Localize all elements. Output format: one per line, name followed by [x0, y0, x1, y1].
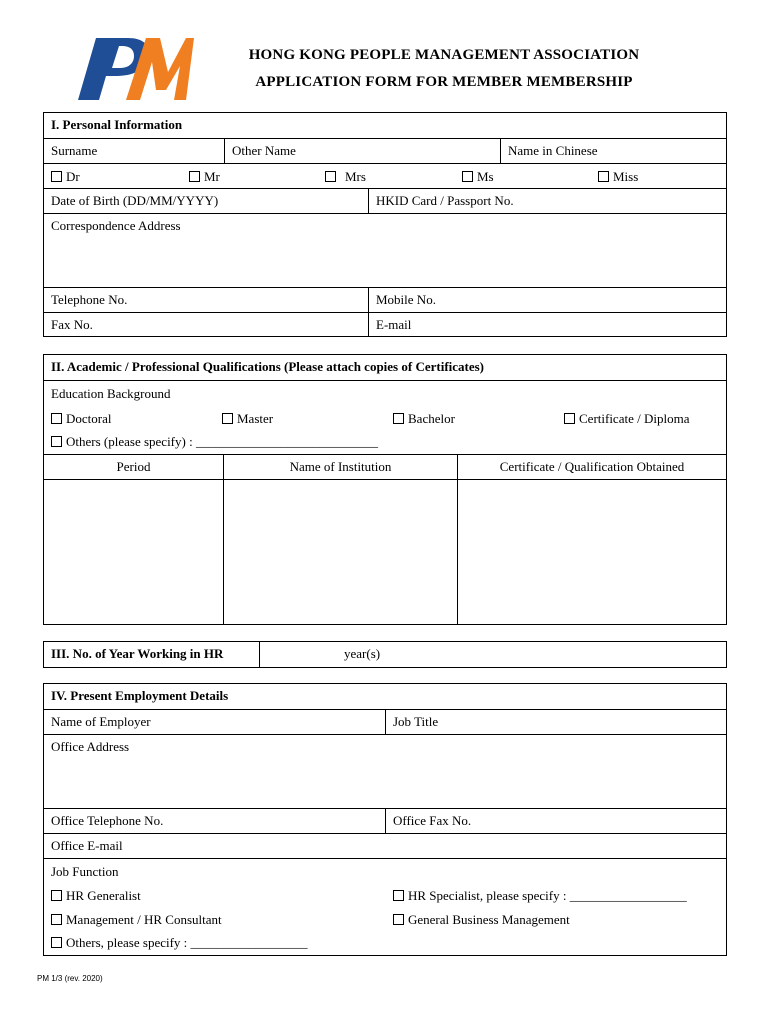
- checkbox-icon: [189, 171, 200, 182]
- other-name-field[interactable]: Other Name: [224, 139, 500, 163]
- checkbox-others[interactable]: Others (please specify) : ____________________________: [51, 433, 378, 450]
- checkbox-doctoral[interactable]: Doctoral: [51, 410, 111, 427]
- checkbox-icon: [51, 914, 62, 925]
- qualification-input[interactable]: [457, 480, 726, 624]
- column-period: Period: [116, 459, 151, 474]
- section-heading: II. Academic / Professional Qualifications (Please attach copies of Certificates): [51, 359, 485, 374]
- section-heading: III. No. of Year Working in HR: [51, 646, 224, 661]
- checkbox-icon: [51, 937, 62, 948]
- section-hr-years: [43, 641, 727, 668]
- dob-field[interactable]: Date of Birth (DD/MM/YYYY): [51, 193, 219, 208]
- title-association: HONG KONG PEOPLE MANAGEMENT ASSOCIATION: [248, 47, 640, 63]
- checkbox-mrs[interactable]: Mrs: [325, 168, 366, 185]
- checkbox-hr-generalist[interactable]: HR Generalist: [51, 887, 141, 904]
- office-fax-field[interactable]: Office Fax No.: [385, 809, 726, 833]
- hkpma-logo: [70, 32, 194, 102]
- title-form: APPLICATION FORM FOR MEMBER MEMBERSHIP: [255, 74, 633, 90]
- office-email-field[interactable]: Office E-mail: [51, 838, 123, 853]
- education-background-label: Education Background: [51, 386, 171, 401]
- telephone-field[interactable]: Telephone No.: [51, 292, 128, 307]
- institution-input[interactable]: [223, 480, 457, 624]
- section-heading: IV. Present Employment Details: [51, 688, 229, 703]
- job-function-label: Job Function: [51, 864, 119, 879]
- checkbox-bachelor[interactable]: Bachelor: [393, 410, 455, 427]
- chinese-name-field[interactable]: Name in Chinese: [500, 139, 726, 163]
- checkbox-icon: [564, 413, 575, 424]
- column-qualification: Certificate / Qualification Obtained: [457, 455, 726, 479]
- period-input[interactable]: [44, 480, 223, 624]
- title-options: [44, 163, 726, 188]
- checkbox-general-business[interactable]: General Business Management: [393, 911, 570, 928]
- checkbox-mr[interactable]: Mr: [189, 168, 220, 185]
- checkbox-icon: [51, 171, 62, 182]
- checkbox-icon: [51, 413, 62, 424]
- email-field[interactable]: E-mail: [368, 313, 726, 336]
- checkbox-icon: [393, 413, 404, 424]
- office-tel-field[interactable]: Office Telephone No.: [51, 813, 164, 828]
- surname-field[interactable]: Surname: [51, 143, 98, 158]
- hr-years-field[interactable]: [259, 642, 726, 667]
- section-academic: [43, 354, 727, 625]
- checkbox-icon: [598, 171, 609, 182]
- fax-field[interactable]: Fax No.: [51, 317, 93, 332]
- years-unit: year(s): [344, 646, 381, 661]
- checkbox-management-consultant[interactable]: Management / HR Consultant: [51, 911, 222, 928]
- checkbox-hr-specialist[interactable]: HR Specialist, please specify : __________________: [393, 887, 687, 904]
- checkbox-icon: [51, 436, 62, 447]
- checkbox-icon: [393, 914, 404, 925]
- hkid-field[interactable]: HKID Card / Passport No.: [368, 189, 726, 213]
- checkbox-others-function[interactable]: Others, please specify : __________________: [51, 934, 308, 951]
- checkbox-icon: [462, 171, 473, 182]
- checkbox-master[interactable]: Master: [222, 410, 273, 427]
- employer-field[interactable]: Name of Employer: [51, 714, 151, 729]
- column-institution: Name of Institution: [223, 455, 457, 479]
- address-field[interactable]: Correspondence Address: [51, 218, 181, 233]
- checkbox-icon: [222, 413, 233, 424]
- checkbox-icon: [325, 171, 336, 182]
- section-heading: I. Personal Information: [51, 117, 183, 132]
- education-options: [44, 380, 726, 454]
- job-title-field[interactable]: Job Title: [385, 710, 726, 734]
- checkbox-miss[interactable]: Miss: [598, 168, 638, 185]
- checkbox-icon: [393, 890, 404, 901]
- page-footer: PM 1/3 (rev. 2020): [37, 974, 103, 983]
- section-personal-info: [43, 112, 727, 337]
- office-address-field[interactable]: Office Address: [51, 739, 130, 754]
- qualification-table-body: [44, 479, 726, 624]
- mobile-field[interactable]: Mobile No.: [368, 288, 726, 312]
- checkbox-icon: [51, 890, 62, 901]
- job-function-options: [44, 858, 726, 955]
- checkbox-certificate[interactable]: Certificate / Diploma: [564, 410, 689, 427]
- checkbox-dr[interactable]: Dr: [51, 168, 80, 185]
- section-employment: [43, 683, 727, 956]
- checkbox-ms[interactable]: Ms: [462, 168, 494, 185]
